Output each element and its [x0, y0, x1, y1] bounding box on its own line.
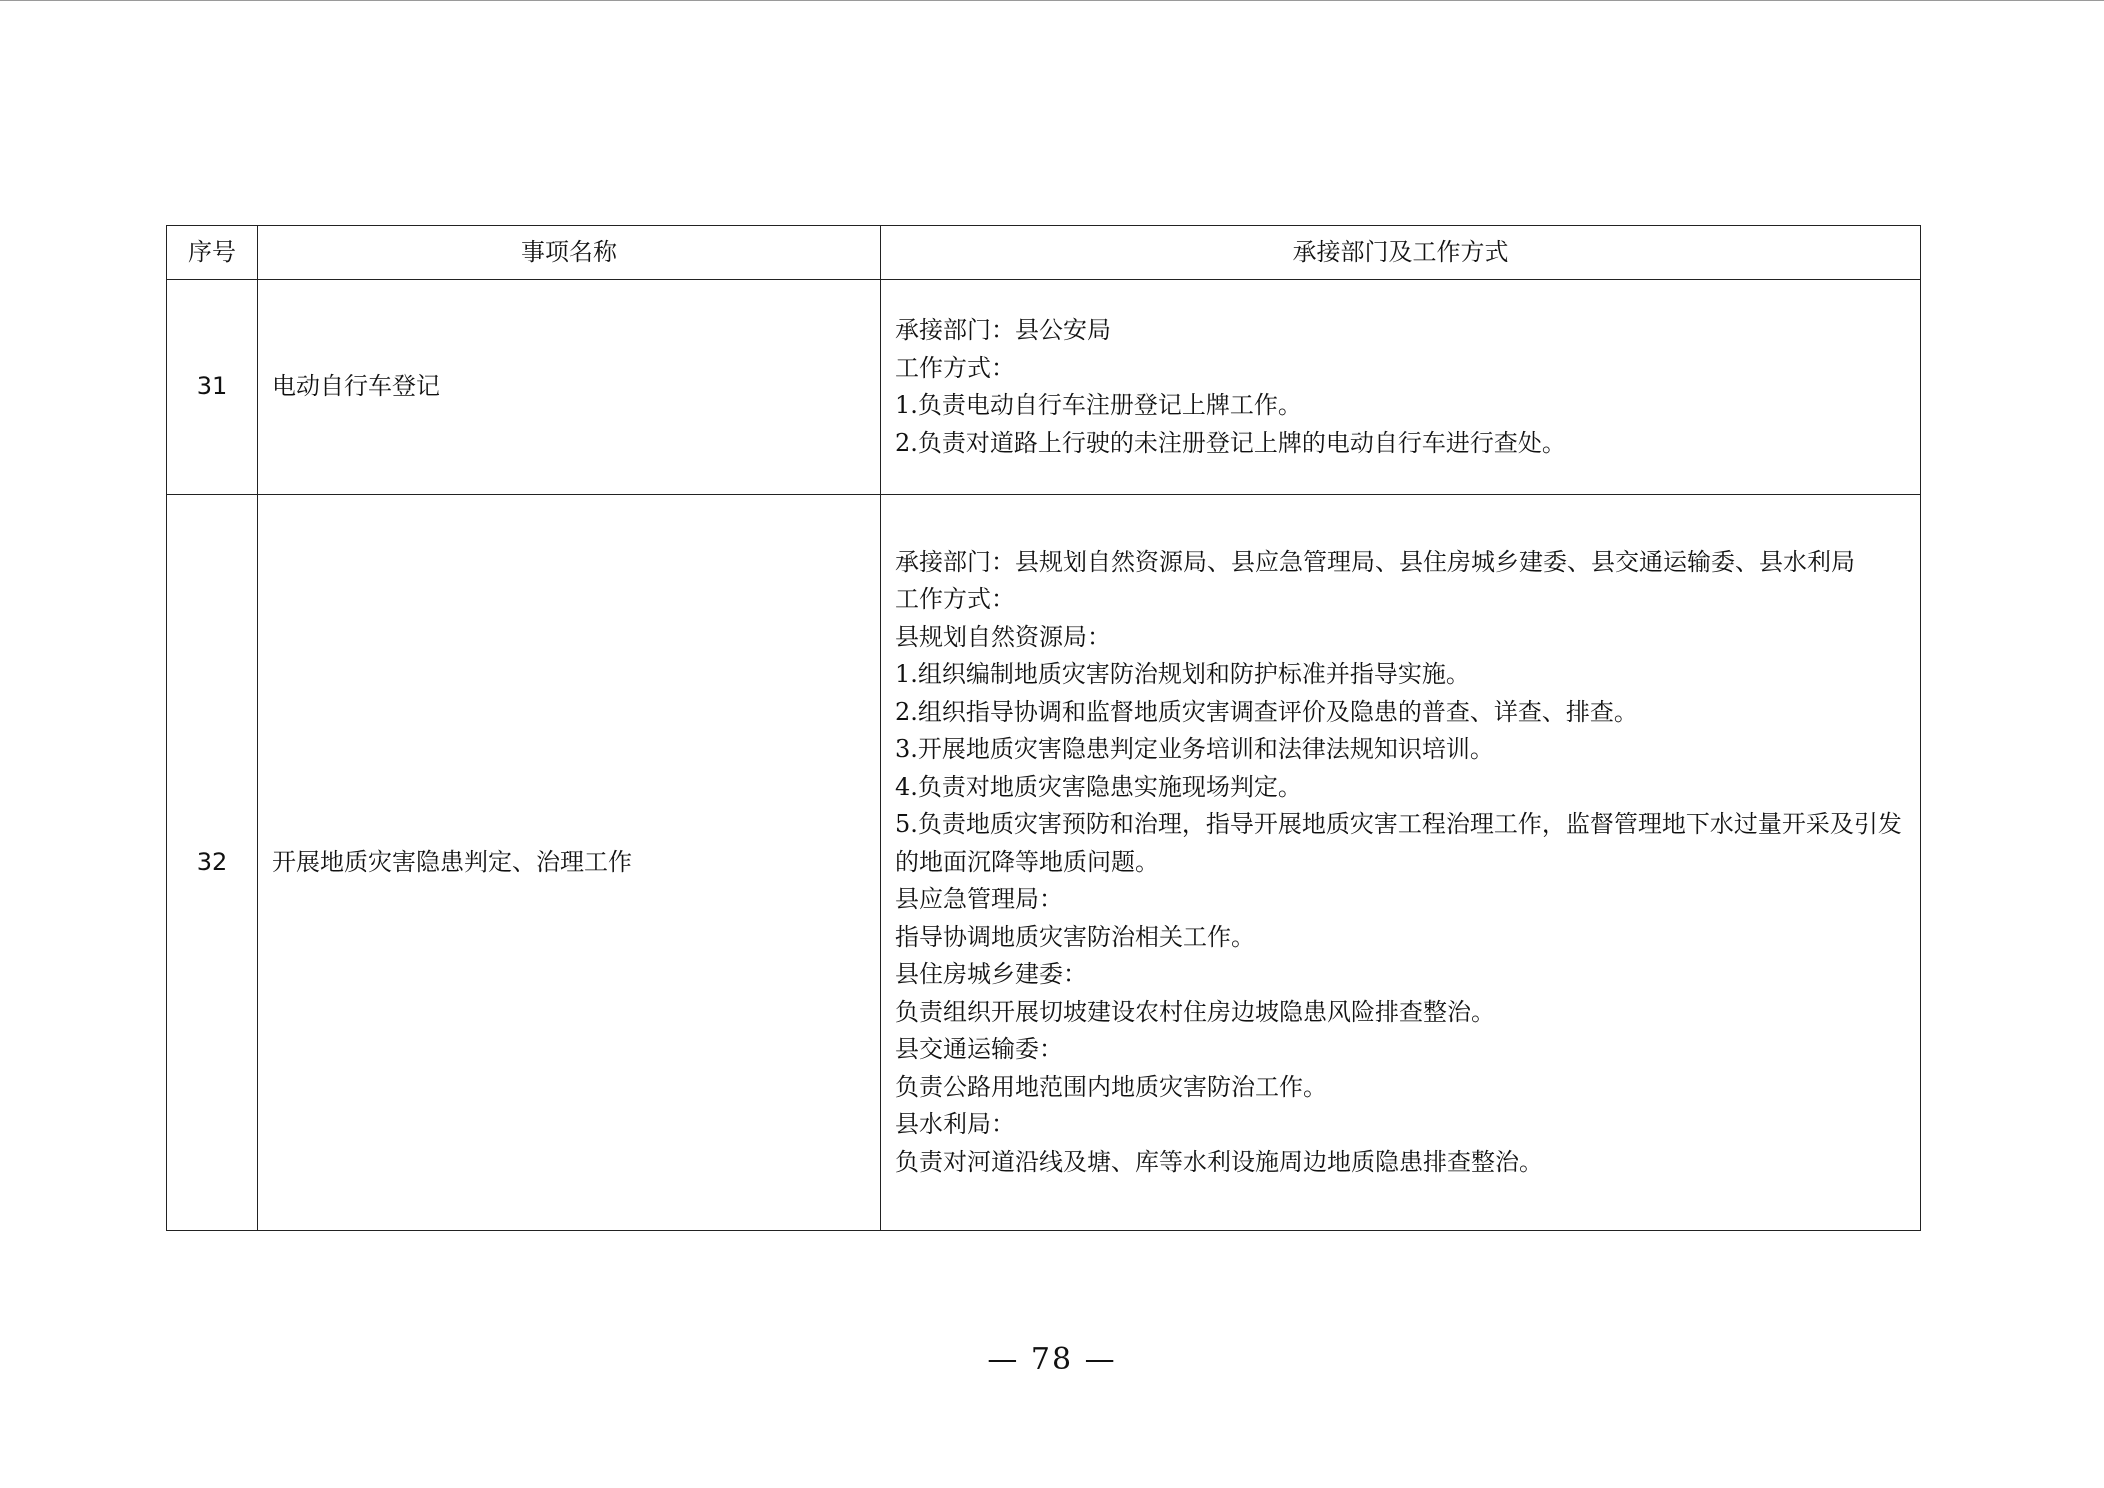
dept-line: 县交通运输委：	[895, 1035, 1063, 1064]
page-number: — 78 —	[987, 1342, 1117, 1377]
dept-line: 负责组织开展切坡建设农村住房边坡隐患风险排查整治。	[895, 997, 1495, 1026]
header-item-name: 事项名称	[258, 226, 881, 280]
row-item-name: 电动自行车登记	[258, 280, 881, 495]
table-row	[167, 495, 1921, 1231]
dept-line: 2.组织指导协调和监督地质灾害调查评价及隐患的普查、详查、排查。	[895, 697, 1638, 726]
dept-line: 2.负责对道路上行驶的未注册登记上牌的电动自行车进行查处。	[895, 428, 1566, 457]
dept-line: 县应急管理局：	[895, 885, 1063, 914]
dept-line: 县水利局：	[895, 1110, 1015, 1139]
table-row	[167, 280, 1921, 495]
row-dept-method	[881, 280, 1921, 495]
dept-line: 工作方式：	[895, 353, 1015, 382]
dept-line: 4.负责对地质灾害隐患实施现场判定。	[895, 772, 1302, 801]
table-header-row	[167, 226, 1921, 280]
row-dept-method	[881, 495, 1921, 1231]
header-serial-no: 序号	[167, 226, 258, 280]
dept-line: 工作方式：	[895, 585, 1015, 614]
dept-line: 指导协调地质灾害防治相关工作。	[895, 922, 1255, 951]
row-item-name: 开展地质灾害隐患判定、治理工作	[258, 495, 881, 1231]
dept-line: 县住房城乡建委：	[895, 960, 1087, 989]
dept-line: 3.开展地质灾害隐患判定业务培训和法律法规知识培训。	[895, 735, 1494, 764]
dept-line: 5.负责地质灾害预防和治理，指导开展地质灾害工程治理工作，监督管理地下水过量开采及引发的地面沉降等地质问题。	[895, 810, 1902, 876]
dept-line: 负责公路用地范围内地质灾害防治工作。	[895, 1072, 1327, 1101]
dept-line: 县规划自然资源局：	[895, 622, 1111, 651]
page-top-rule	[0, 0, 2104, 1]
matters-table	[166, 225, 1921, 1231]
header-dept-and-method: 承接部门及工作方式	[881, 226, 1921, 280]
dept-line: 承接部门：县公安局	[895, 316, 1111, 344]
dept-line: 负责对河道沿线及塘、库等水利设施周边地质隐患排查整治。	[895, 1147, 1543, 1176]
row-serial-no: 32	[167, 495, 258, 1231]
dept-line: 1.组织编制地质灾害防治规划和防护标准并指导实施。	[895, 660, 1470, 689]
dept-line: 1.负责电动自行车注册登记上牌工作。	[895, 391, 1302, 419]
row-serial-no: 31	[167, 280, 258, 495]
dept-line: 承接部门：县规划自然资源局、县应急管理局、县住房城乡建委、县交通运输委、县水利局	[895, 547, 1855, 576]
